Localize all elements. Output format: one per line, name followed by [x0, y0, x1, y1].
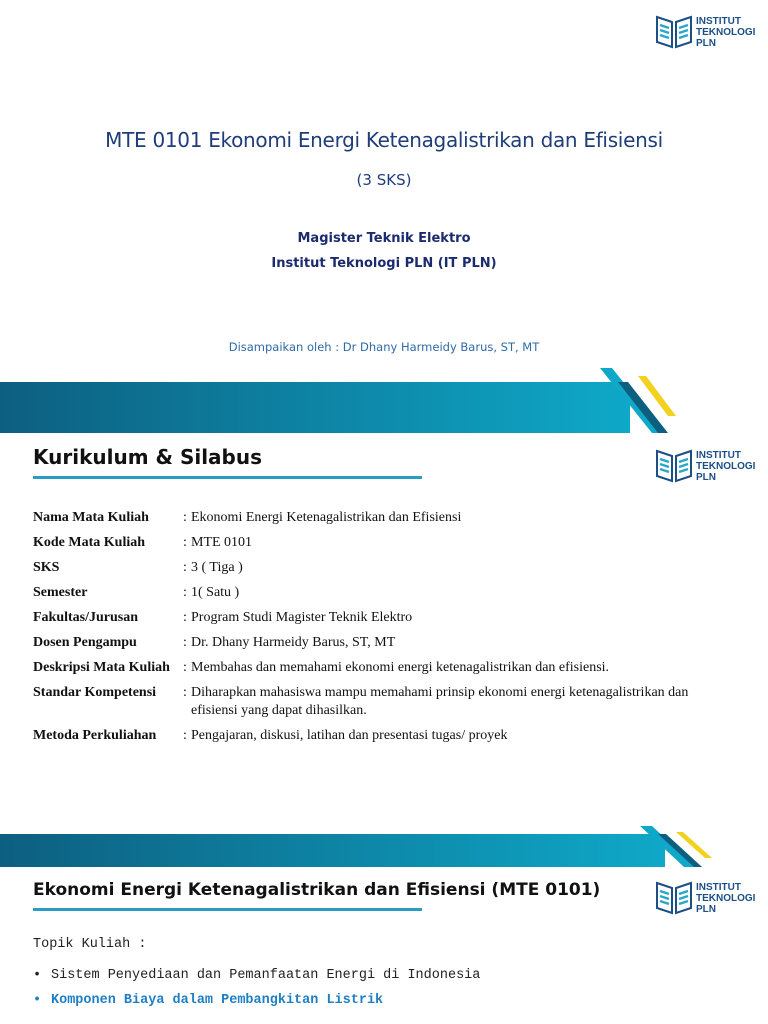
row-label: Standar Kompetensi — [33, 685, 157, 700]
topic-text: Sistem Penyediaan dan Pemanfaatan Energi di Indonesia — [51, 968, 481, 983]
logo-line-2: TEKNOLOGI — [696, 26, 756, 38]
row-label: SKS — [33, 560, 60, 575]
logo-line-3: PLN — [696, 471, 716, 483]
row-separator: : — [183, 510, 187, 525]
heading-underline — [33, 908, 422, 911]
logo-line-2: TEKNOLOGI — [696, 460, 756, 472]
logo-line-1: INSTITUT — [696, 449, 741, 461]
book-logo-icon — [655, 13, 693, 51]
table-row — [33, 609, 696, 634]
row-label: Dosen Pengampu — [33, 635, 137, 650]
table-row — [33, 727, 696, 752]
topics-slide — [0, 867, 768, 1024]
curriculum-slide — [0, 433, 768, 867]
bullet-icon: • — [33, 968, 42, 983]
row-value: Ekonomi Energi Ketenagalistrikan dan Efisiensi — [191, 510, 462, 525]
program-name: Magister Teknik Elektro — [297, 231, 471, 246]
course-title: MTE 0101 Ekonomi Energi Ketenagalistrikan dan Efisiensi — [105, 128, 663, 152]
title-slide — [0, 0, 768, 433]
logo-line-3: PLN — [696, 903, 716, 915]
row-label: Kode Mata Kuliah — [33, 535, 146, 550]
logo-line-3: PLN — [696, 37, 716, 49]
logo-line-1: INSTITUT — [696, 881, 741, 893]
row-separator: : — [183, 560, 187, 575]
institution-logo — [655, 447, 755, 485]
table-row — [33, 634, 696, 659]
table-row — [33, 684, 696, 727]
row-separator: : — [183, 685, 187, 700]
logo-text — [696, 882, 755, 915]
topics-list — [33, 967, 480, 1017]
row-separator: : — [183, 660, 187, 675]
decorative-footer-band — [0, 822, 768, 867]
row-label: Deskripsi Mata Kuliah — [33, 660, 170, 675]
presenter-line: Disampaikan oleh : Dr Dhany Harmeidy Barus, ST, MT — [228, 340, 540, 354]
row-separator: : — [183, 635, 187, 650]
book-logo-icon — [655, 447, 693, 485]
heading-underline — [33, 476, 422, 479]
institution-logo — [655, 13, 755, 51]
list-item — [33, 967, 480, 992]
institution-name: Institut Teknologi PLN (IT PLN) — [271, 256, 497, 271]
row-label: Nama Mata Kuliah — [33, 510, 149, 525]
row-value: Diharapkan mahasiswa mampu memahami prinsip ekonomi energi ketenagalistrikan dan efisiensi yang dapat dihasilkan. — [191, 685, 689, 718]
row-value: Dr. Dhany Harmeidy Barus, ST, MT — [191, 635, 396, 650]
row-separator: : — [183, 728, 187, 743]
row-label: Fakultas/Jurusan — [33, 610, 139, 625]
row-separator: : — [183, 610, 187, 625]
institution-logo — [655, 879, 755, 917]
list-item — [33, 992, 480, 1017]
logo-line-1: INSTITUT — [696, 15, 741, 27]
course-info-table — [33, 509, 696, 752]
section-heading: Kurikulum & Silabus — [33, 445, 263, 469]
row-value: 1( Satu ) — [191, 585, 240, 600]
row-value: Program Studi Magister Teknik Elektro — [191, 610, 413, 625]
row-separator: : — [183, 535, 187, 550]
logo-text — [696, 16, 755, 49]
table-row — [33, 584, 696, 609]
logo-text — [696, 450, 755, 483]
book-logo-icon — [655, 879, 693, 917]
table-row — [33, 559, 696, 584]
bullet-icon: • — [33, 993, 42, 1008]
section-heading: Ekonomi Energi Ketenagalistrikan dan Efisiensi (MTE 0101) — [33, 880, 601, 900]
row-label: Semester — [33, 585, 88, 600]
topic-text: Komponen Biaya dalam Pembangkitan Listrik — [51, 993, 384, 1008]
logo-line-2: TEKNOLOGI — [696, 892, 756, 904]
row-value: 3 ( Tiga ) — [191, 560, 243, 575]
table-row — [33, 509, 696, 534]
topics-label: Topik Kuliah : — [33, 937, 147, 952]
row-separator: : — [183, 585, 187, 600]
course-credits: (3 SKS) — [356, 171, 412, 189]
row-label: Metoda Perkuliahan — [33, 728, 157, 743]
decorative-footer-band — [0, 368, 768, 433]
table-row — [33, 534, 696, 559]
row-value: Pengajaran, diskusi, latihan dan presentasi tugas/ proyek — [191, 728, 508, 743]
row-value: MTE 0101 — [191, 535, 253, 550]
table-row — [33, 659, 696, 684]
row-value: Membahas dan memahami ekonomi energi ketenagalistrikan dan efisiensi. — [191, 660, 610, 675]
